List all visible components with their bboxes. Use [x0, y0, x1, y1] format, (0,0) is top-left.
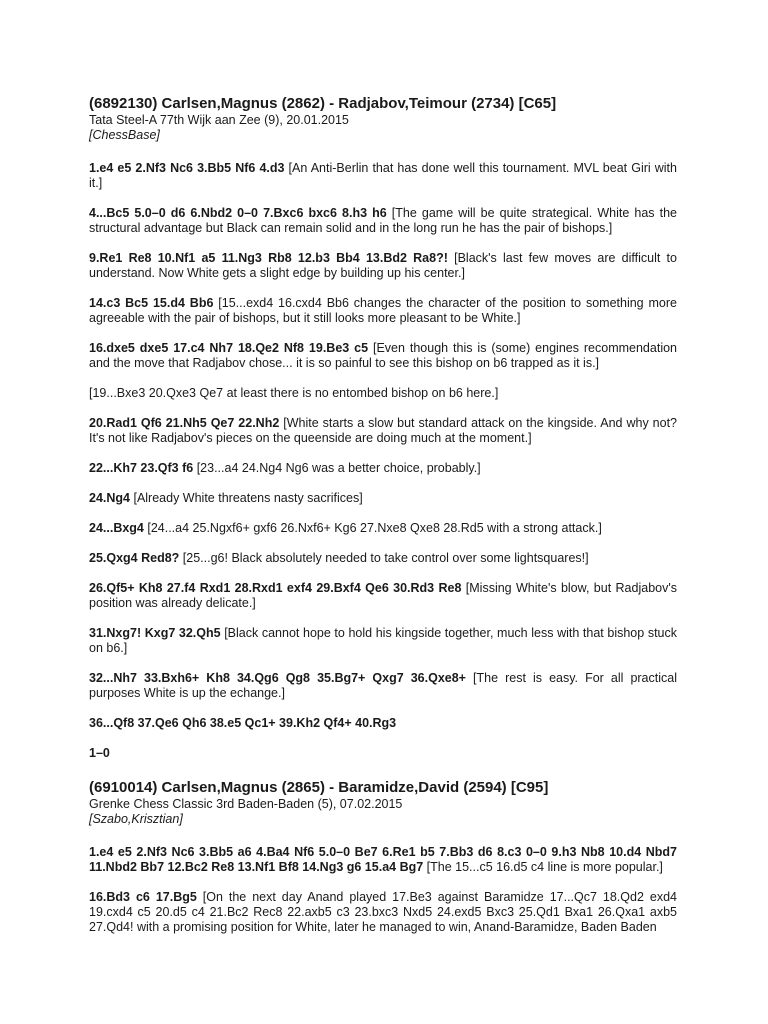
move-text: 20.Rad1 Qf6 21.Nh5 Qe7 22.Nh2 [89, 416, 280, 430]
game-result: 1–0 [89, 746, 110, 760]
comment-text: [An Anti-Berlin that has done well this tournament. MVL beat Giri with it.] [89, 161, 677, 190]
move-text: 32...Nh7 33.Bxh6+ Kh8 34.Qg6 Qg8 35.Bg7+ Qxg7 36.Qxe8+ [89, 671, 466, 685]
comment-text: [19...Bxe3 20.Qxe3 Qe7 at least there is no entombed bishop on b6 here.] [89, 386, 499, 400]
comment-text: [Even though this is (some) engines recommendation and the move that Radjabov chose... it is so painful to see this bishop on b6 trapped as it is.] [89, 341, 677, 370]
annotation-paragraph [89, 206, 677, 236]
move-text: 14.c3 Bc5 15.d4 Bb6 [89, 296, 214, 310]
move-text: 24.Ng4 [89, 491, 130, 505]
move-text: 31.Nxg7! Kxg7 32.Qh5 [89, 626, 221, 640]
annotation-paragraph [89, 161, 677, 191]
game-header: (6910014) Carlsen,Magnus (2865) - Baramidze,David (2594) [C95] [89, 779, 549, 796]
game-event: Tata Steel-A 77th Wijk aan Zee (9), 20.01.2015 [89, 113, 349, 127]
move-text: 25.Qxg4 Red8? [89, 551, 180, 565]
annotation-paragraph [89, 386, 677, 401]
annotation-paragraph [89, 671, 677, 701]
annotation-paragraph [89, 845, 677, 875]
move-text: 16.dxe5 dxe5 17.c4 Nh7 18.Qe2 Nf8 19.Be3 c5 [89, 341, 369, 355]
annotation-paragraph [89, 461, 677, 476]
move-text: 9.Re1 Re8 10.Nf1 a5 11.Ng3 Rb8 12.b3 Bb4 13.Bd2 Ra8?! [89, 251, 448, 265]
game-2 [89, 779, 677, 935]
comment-text: [On the next day Anand played 17.Be3 against Baramidze 17...Qc7 18.Qd2 exd4 19.cxd4 c5 20.d5 c4 21.Bc2 Rec8 22.axb5 c3 23.bxc3 Nxd5 24.exd5 Bxc3 25.Qd1 Bxa1 26.Qxa1 axb5 27.Qd4! with a promising position for White, later he managed to win, Anand-Baramidze, Baden Baden [89, 890, 677, 934]
annotation-paragraph [89, 416, 677, 446]
annotation-paragraph [89, 521, 677, 536]
annotation-paragraph [89, 626, 677, 656]
move-text: 22...Kh7 23.Qf3 f6 [89, 461, 194, 475]
comment-text: [The rest is easy. For all practical purposes White is up the echange.] [89, 671, 677, 700]
annotation-paragraph [89, 581, 677, 611]
move-text: 36...Qf8 37.Qe6 Qh6 38.e5 Qc1+ 39.Kh2 Qf4+ 40.Rg3 [89, 716, 397, 730]
move-text: 26.Qf5+ Kh8 27.f4 Rxd1 28.Rxd1 exf4 29.Bxf4 Qe6 30.Rd3 Re8 [89, 581, 462, 595]
comment-text: [Black's last few moves are difficult to understand. Now White gets a slight edge by building up his center.] [89, 251, 677, 280]
comment-text: [Already White threatens nasty sacrifices] [130, 491, 363, 505]
move-text: 16.Bd3 c6 17.Bg5 [89, 890, 197, 904]
move-text: 1.e4 e5 2.Nf3 Nc6 3.Bb5 a6 4.Ba4 Nf6 5.0–0 Be7 6.Re1 b5 7.Bb3 d6 8.c3 0–0 9.h3 Nb8 10.d4 Nbd7 11.Nbd2 Bb7 12.Bc2 Re8 13.Nf1 Bf8 14.Ng3 g6 15.a4 Bg7 [89, 845, 677, 874]
game-event: Grenke Chess Classic 3rd Baden-Baden (5), 07.02.2015 [89, 797, 403, 811]
annotation-paragraph [89, 551, 677, 566]
comment-text: [The game will be quite strategical. White has the structural advantage but Black can remain solid and in the long run he has the pair of bishops.] [89, 206, 677, 235]
game-annotator: [ChessBase] [89, 128, 160, 142]
game-header: (6892130) Carlsen,Magnus (2862) - Radjabov,Teimour (2734) [C65] [89, 95, 557, 112]
comment-text: [25...g6! Black absolutely needed to take control over some lightsquares!] [179, 551, 589, 565]
comment-text: [The 15...c5 16.d5 c4 line is more popular.] [423, 860, 663, 874]
document-content [89, 95, 677, 935]
comment-text: [White starts a slow but standard attack on the kingside. And why not? It's not like Radjabov's pieces on the queenside are doing much at the moment.] [89, 416, 678, 445]
annotation-paragraph [89, 251, 677, 281]
annotation-paragraph [89, 716, 677, 731]
comment-text: [24...a4 25.Ngxf6+ gxf6 26.Nxf6+ Kg6 27.Nxe8 Qxe8 28.Rd5 with a strong attack.] [143, 521, 602, 535]
move-text: 1.e4 e5 2.Nf3 Nc6 3.Bb5 Nf6 4.d3 [89, 161, 285, 175]
annotation-paragraph [89, 296, 677, 326]
annotation-paragraph [89, 341, 677, 371]
comment-text: [Missing White's blow, but Radjabov's position was already delicate.] [89, 581, 677, 610]
annotation-paragraph [89, 491, 677, 506]
move-text: 4...Bc5 5.0–0 d6 6.Nbd2 0–0 7.Bxc6 bxc6 8.h3 h6 [89, 206, 387, 220]
comment-text: [23...a4 24.Ng4 Ng6 was a better choice, probably.] [193, 461, 481, 475]
comment-text: [Black cannot hope to hold his kingside together, much less with that bishop stuck on b6.] [89, 626, 677, 655]
comment-text: [15...exd4 16.cxd4 Bb6 changes the character of the position to something more agreeable with the pair of bishops, but it still looks more pleasant to be White.] [89, 296, 677, 325]
game-annotator: [Szabo,Krisztian] [89, 812, 183, 826]
game-1 [89, 95, 677, 761]
annotation-paragraph [89, 890, 677, 935]
move-text: 24...Bxg4 [89, 521, 144, 535]
